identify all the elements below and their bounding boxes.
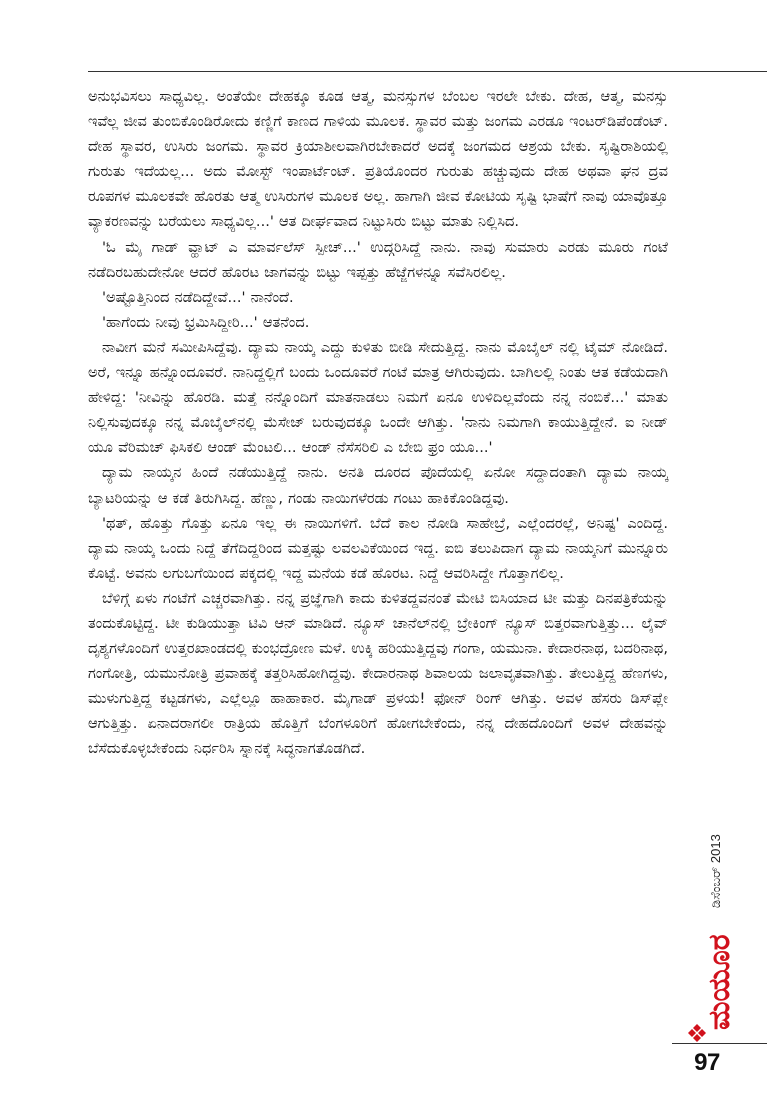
footer-rule <box>672 1043 767 1044</box>
page-number: 97 <box>694 1049 720 1076</box>
paragraph-8: ಬೆಳಿಗ್ಗೆ ಏಳು ಗಂಟೆಗೆ ಎಚ್ಚರವಾಗಿತ್ತು. ನನ್ನ ಪ್ರಜ್ಞೆಗಾಗಿ ಕಾದು ಕುಳಿತದ್ದವನಂತೆ ಮೇಟಿ ಬಿಸಿಯಾದ ಟೀ ಮತ್ತು ದಿನಪತ್ರಿಕೆಯನ್ನು ತಂದುಕೊಟ್ಟಿದ್ದ. ಟೀ ಕುಡಿಯುತ್ತಾ ಟಿವಿ ಆನ್ ಮಾಡಿದೆ. ನ್ಯೂಸ್ ಚಾನೆಲ್‌ನಲ್ಲಿ ಬ್ರೇಕಿಂಗ್ ನ್ಯೂಸ್ ಬಿತ್ತರವಾಗುತ್ತಿತ್ತು... ಲೈವ್ ದೃಶ್ಯಗಳೊಂದಿಗೆ ಉತ್ತರಖಾಂಡದಲ್ಲಿ ಕುಂಭದ್ರೋಣ ಮಳೆ. ಉಕ್ಕಿ ಹರಿಯುತ್ತಿದ್ದವು ಗಂಗಾ, ಯಮುನಾ. ಕೇದಾರನಾಥ, ಬದರಿನಾಥ, ಗಂಗೋತ್ರಿ, ಯಮುನೋತ್ರಿ ಪ್ರವಾಹಕ್ಕೆ ತತ್ತರಿಸಿಹೋಗಿದ್ದವು. ಕೇದಾರನಾಥ ಶಿವಾಲಯ ಜಲಾವೃತವಾಗಿತ್ತು. ತೇಲುತ್ತಿದ್ದ ಹೆಣಗಳು, ಮುಳುಗುತ್ತಿದ್ದ ಕಟ್ಟಡಗಳು, ಎಲ್ಲೆಲ್ಲೂ ಹಾಹಾಕಾರ. ಮೈಗಾಡ್ ಪ್ರಳಯ! ಫೋನ್ ರಿಂಗ್ ಆಗಿತ್ತು. ಅವಳ ಹೆಸರು ಡಿಸ್‌ಪ್ಲೇ ಆಗುತ್ತಿತ್ತು. ಏನಾದರಾಗಲೀ ರಾತ್ರಿಯ ಹೊತ್ತಿಗೆ ಬೆಂಗಳೂರಿಗೆ ಹೋಗಬೇಕೆಂದು, ನನ್ನ ದೇಹದೊಂದಿಗೆ ಅವಳ ದೇಹವನ್ನು ಬೆಸೆದುಕೊಳ್ಳಬೇಕೆಂದು ನಿರ್ಧರಿಸಿ ಸ್ನಾನಕ್ಕೆ ಸಿದ್ಧನಾಗತೊಡಗಿದೆ. <box>88 589 668 758</box>
paragraph-3: 'ಅಷ್ಟೊತ್ತಿನಿಂದ ನಡೆದಿದ್ದೇವೆ...' ನಾನೆಂದೆ. <box>102 288 294 306</box>
paragraph-2: 'ಓ ಮೈ ಗಾಡ್ ವ್ಹಾಟ್ ಎ ಮಾರ್ವಲೆಸ್ ಸ್ಪೀಚ್...' ಉದ್ಗರಿಸಿದ್ದೆ ನಾನು. ನಾವು ಸುಮಾರು ಎರಡು ಮೂರು ಗಂಟೆ ನಡೆದಿರಬಹುದೇನೋ ಆದರೆ ಹೊರಟ ಜಾಗವನ್ನು ಬಿಟ್ಟು ಇಪ್ಪತ್ತು ಹೆಜ್ಜೆಗಳನ್ನೂ ಸವೆಸಿರಲಿಲ್ಲ. <box>88 238 668 281</box>
paragraph-5: ನಾವೀಗ ಮನೆ ಸಮೀಪಿಸಿದ್ದೆವು. ದ್ಯಾಮ ನಾಯ್ಕ ಎದ್ದು ಕುಳಿತು ಬೀಡಿ ಸೇದುತ್ತಿದ್ದ. ನಾನು ಮೊಬೈಲ್ ನಲ್ಲಿ ಟೈಮ್ ನೋಡಿದೆ. ಅರೆ, ಇನ್ನೂ ಹನ್ನೊಂದೂವರೆ. ನಾನಿದ್ದಲ್ಲಿಗೆ ಬಂದು ಒಂದೂವರೆ ಗಂಟೆ ಮಾತ್ರ ಆಗಿರುವುದು. ಬಾಗಿಲಲ್ಲಿ ನಿಂತು ಆತ ಕಡೆಯದಾಗಿ ಹೇಳಿದ್ದ: 'ನೀವಿನ್ನು ಹೊರಡಿ. ಮತ್ತೆ ನನ್ನೊಂದಿಗೆ ಮಾತನಾಡಲು ನಿಮಗೆ ಏನೂ ಉಳಿದಿಲ್ಲವೆಂದು ನನ್ನ ನಂಬಿಕೆ...' ಮಾತು ನಿಲ್ಲಿಸುವುದಕ್ಕೂ ನನ್ನ ಮೊಬೈಲ್‌ನಲ್ಲಿ ಮೆಸೇಜ್ ಬರುವುದಕ್ಕೂ ಒಂದೇ ಆಗಿತ್ತು. 'ನಾನು ನಿಮಗಾಗಿ ಕಾಯುತ್ತಿದ್ದೇನೆ. ಐ ನೀಡ್ ಯೂ ವೆರಿಮಚ್ ಫಿಸಿಕಲಿ ಆಂಡ್ ಮೆಂಟಲಿ... ಆಂಡ್ ನೆಸೆಸರಿಲಿ ಎ ಬೇಬಿ ಫ್ರಂ ಯೂ...' <box>88 338 669 457</box>
paragraph-1: ಅನುಭವಿಸಲು ಸಾಧ್ಯವಿಲ್ಲ. ಅಂತೆಯೇ ದೇಹಕ್ಕೂ ಕೂಡ ಆತ್ಮ, ಮನಸ್ಸುಗಳ ಬೆಂಬಲ ಇರಲೇ ಬೇಕು. ದೇಹ, ಆತ್ಮ, ಮನಸ್ಸು ಇವೆಲ್ಲ ಜೀವ ತುಂಬಿಕೊಂಡಿರೋದು ಕಣ್ಣಿಗೆ ಕಾಣದ ಗಾಳಿಯ ಮೂಲಕ. ಸ್ಥಾವರ ಮತ್ತು ಜಂಗಮ ಎರಡೂ ಇಂಟರ್‌ಡಿಪೆಂಡೆಂಟ್. ದೇಹ ಸ್ಥಾವರ, ಉಸಿರು ಜಂಗಮ. ಸ್ಥಾವರ ಕ್ರಿಯಾಶೀಲವಾಗಿರಬೇಕಾದರೆ ಅದಕ್ಕೆ ಜಂಗಮದ ಆಶ್ರಯ ಬೇಕು. ಸೃಷ್ಟಿರಾಶಿಯಲ್ಲಿ ಗುರುತು ಇದೆಯಲ್ಲ... ಅದು ಮೋಸ್ಟ್ ಇಂಪಾರ್ಟೆಂಟ್. ಪ್ರತಿಯೊಂದರ ಗುರುತು ಹಚ್ಚುವುದು ದೇಹ ಅಥವಾ ಘನ ದ್ರವ ರೂಪಗಳ ಮೂಲಕವೇ ಹೊರತು ಆತ್ಮ ಉಸಿರುಗಳ ಮೂಲಕ ಅಲ್ಲ. ಹಾಗಾಗಿ ಜೀವ ಕೋಟಿಯ ಸೃಷ್ಟಿ ಭಾಷೆಗೆ ನಾವು ಯಾವೊತ್ತೂ ವ್ಯಾಕರಣವನ್ನು ಬರೆಯಲು ಸಾಧ್ಯವಿಲ್ಲ...' ಆತ ದೀರ್ಘವಾದ ನಿಟ್ಟುಸಿರು ಬಿಟ್ಟು ಮಾತು ನಿಲ್ಲಿಸಿದ. <box>88 88 668 231</box>
top-rule <box>88 71 767 72</box>
paragraph-6: ದ್ಯಾಮ ನಾಯ್ಕನ ಹಿಂದೆ ನಡೆಯುತ್ತಿದ್ದೆ ನಾನು. ಅನತಿ ದೂರದ ಪೊದೆಯಲ್ಲಿ ಏನೋ ಸದ್ದಾದಂತಾಗಿ ದ್ಯಾಮ ನಾಯ್ಕ ಬ್ಯಾಟರಿಯನ್ನು ಆ ಕಡೆ ತಿರುಗಿಸಿದ್ದ. ಹೆಣ್ಣು, ಗಂಡು ನಾಯಿಗಳೆರಡು ಗಂಟು ಹಾಕಿಕೊಂಡಿದ್ದವು. <box>88 464 668 507</box>
article-body <box>88 84 668 762</box>
paragraph-7: 'ಥತ್, ಹೊತ್ತು ಗೊತ್ತು ಏನೂ ಇಲ್ಲ ಈ ನಾಯಿಗಳಿಗೆ. ಬೆದೆ ಕಾಲ ನೋಡಿ ಸಾಹೇಬ್ರೆ, ಎಲ್ಲೆಂದರಲ್ಲೆ, ಅನಿಷ್ಟ' ಎಂದಿದ್ದ. ದ್ಯಾಮ ನಾಯ್ಕ ಒಂದು ನಿದ್ದೆ ತೆಗೆದಿದ್ದರಿಂದ ಮತ್ತಷ್ಟು ಲವಲವಿಕೆಯಿಂದ ಇದ್ದ. ಐಬಿ ತಲುಪಿದಾಗ ದ್ಯಾಮ ನಾಯ್ಕನಿಗೆ ಮುನ್ನೂರು ಕೊಟ್ಟೆ. ಅವನು ಲಗುಬಗೆಯಿಂದ ಪಕ್ಕದಲ್ಲಿ ಇದ್ದ ಮನೆಯ ಕಡೆ ಹೊರಟ. ನಿದ್ದೆ ಆವರಿಸಿದ್ದೇ ಗೊತ್ತಾಗಲಿಲ್ಲ. <box>88 514 668 582</box>
page-sidebar <box>672 780 767 1093</box>
paragraph-4: 'ಹಾಗೆಂದು ನೀವು ಭ್ರಮಿಸಿದ್ದೀರಿ...' ಆತನೆಂದ. <box>102 313 310 331</box>
red-diamond-cluster-icon <box>687 1023 707 1043</box>
magazine-logo: ಮಯೂರ <box>702 934 737 1030</box>
issue-date: ಡಿಸೆಂಬರ್ 2013 <box>708 834 723 908</box>
